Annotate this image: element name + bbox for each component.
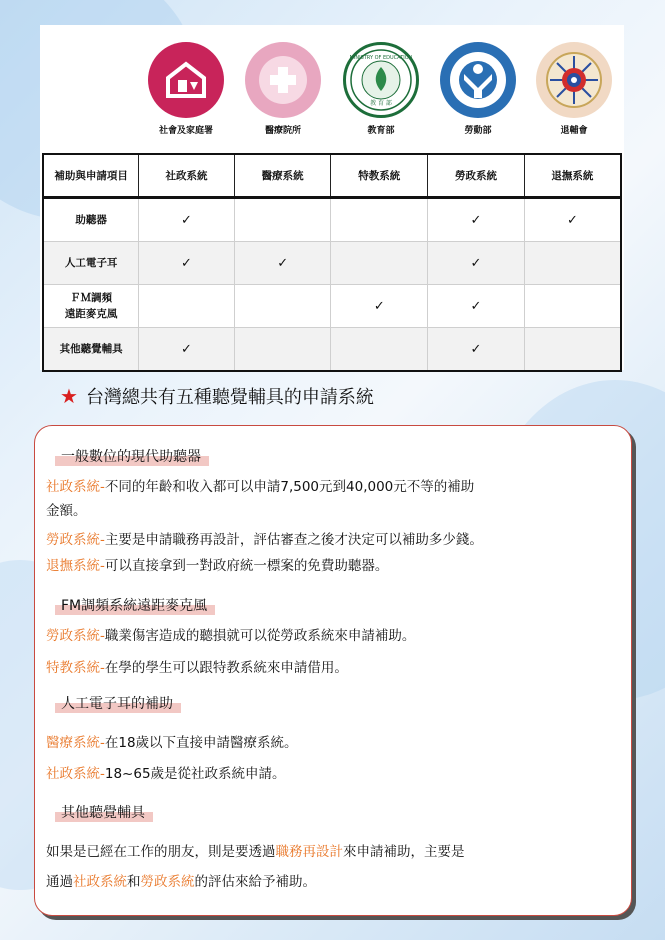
education-seal-icon — [343, 42, 419, 118]
check-cell — [331, 242, 428, 285]
section-heading: 一般數位的現代助聽器 — [55, 444, 209, 466]
subsidy-table — [42, 153, 622, 372]
star-icon: ★ — [60, 384, 78, 408]
line-text: 18~65歲是從社政系統申請。 — [104, 766, 286, 782]
agency-logos — [40, 25, 624, 153]
highlight-text: 勞政系統 — [140, 874, 195, 890]
text-line — [46, 733, 298, 753]
column-header: 醫療系統 — [234, 154, 331, 198]
text-line — [46, 626, 415, 646]
system-label: 特教系統- — [46, 660, 105, 676]
line-text: 通過 — [46, 874, 73, 890]
logo-hospital — [235, 42, 331, 136]
column-header: 退撫系統 — [524, 154, 621, 198]
table-row — [43, 198, 621, 242]
check-cell: ✓ — [428, 242, 525, 285]
table-row — [43, 285, 621, 328]
text-line — [46, 530, 483, 550]
check-cell — [331, 328, 428, 372]
svg-text:教 育 部: 教 育 部 — [370, 100, 392, 107]
labor-emblem-icon — [440, 42, 516, 118]
line-text: 在18歲以下直接申請醫療系統。 — [104, 735, 298, 751]
text-line — [46, 501, 87, 521]
check-cell: ✓ — [428, 198, 525, 242]
table-row — [43, 328, 621, 372]
highlight-text: 職務再設計 — [275, 844, 343, 860]
logo-caption: 退輔會 — [560, 126, 588, 136]
headline — [60, 383, 374, 409]
system-label: 醫療系統- — [46, 735, 105, 751]
system-label: 社政系統- — [46, 479, 105, 495]
check-cell: ✓ — [139, 198, 235, 242]
medical-cross-icon — [245, 42, 321, 118]
check-cell: ✓ — [234, 242, 331, 285]
check-cell: ✓ — [428, 328, 525, 372]
house-hand-icon — [148, 42, 224, 118]
line-text: 職業傷害造成的聽損就可以從勞政系統來申請補助。 — [104, 628, 416, 644]
line-text: 不同的年齡和收入都可以申請7,500元到40,000元不等的補助 — [104, 479, 475, 495]
column-header: 特教系統 — [331, 154, 428, 198]
row-label: 其他聽覺輔具 — [43, 328, 139, 372]
column-header: 補助與申請項目 — [43, 154, 139, 198]
system-label: 勞政系統- — [46, 628, 105, 644]
text-line — [46, 477, 474, 497]
text-line — [46, 658, 348, 678]
check-cell — [139, 285, 235, 328]
logo-labor — [430, 42, 526, 136]
text-line — [46, 764, 286, 784]
info-box — [34, 425, 632, 916]
check-cell — [234, 198, 331, 242]
text-line — [46, 842, 465, 862]
comparison-card — [40, 25, 624, 370]
table-row — [43, 242, 621, 285]
text-line — [46, 872, 316, 892]
veterans-emblem-icon — [536, 42, 612, 118]
line-text: 金額。 — [46, 503, 87, 519]
line-text: 主要是申請職務再設計，評估審查之後才決定可以補助多少錢。 — [104, 532, 483, 548]
table-header-row — [43, 154, 621, 198]
column-header: 勞政系統 — [428, 154, 525, 198]
section-heading: 人工電子耳的補助 — [55, 691, 181, 713]
line-text: 可以直接拿到一對政府統一標案的免費助聽器。 — [104, 558, 389, 574]
row-label: 助聽器 — [43, 198, 139, 242]
system-label: 社政系統- — [46, 766, 105, 782]
check-cell: ✓ — [524, 198, 621, 242]
system-label: 勞政系統- — [46, 532, 105, 548]
check-cell — [234, 328, 331, 372]
logo-education — [333, 42, 429, 136]
logo-caption: 社會及家庭署 — [158, 126, 213, 136]
logo-caption: 醫療院所 — [264, 126, 301, 136]
logo-social-family — [138, 42, 234, 136]
section-heading: FM調頻系統遠距麥克風 — [55, 593, 215, 615]
headline-text: 台灣總共有五種聽覺輔具的申請系統 — [85, 387, 374, 408]
line-text: 在學的學生可以跟特教系統來申請借用。 — [104, 660, 348, 676]
check-cell: ✓ — [428, 285, 525, 328]
text-line — [46, 556, 388, 576]
row-label: ＦＭ調頻 遠距麥克風 — [43, 285, 139, 328]
section-heading: 其他聽覺輔具 — [55, 800, 153, 822]
logo-caption: 勞動部 — [464, 126, 492, 136]
row-label: 人工電子耳 — [43, 242, 139, 285]
check-cell — [524, 242, 621, 285]
check-cell — [234, 285, 331, 328]
logo-veterans — [526, 42, 622, 136]
check-cell — [524, 328, 621, 372]
check-cell: ✓ — [139, 328, 235, 372]
svg-text:MINISTRY OF EDUCATION: MINISTRY OF EDUCATION — [349, 55, 413, 61]
line-text: 來申請補助，主要是 — [343, 844, 465, 860]
line-text: 和 — [127, 874, 141, 890]
system-label: 退撫系統- — [46, 558, 105, 574]
check-cell — [331, 198, 428, 242]
check-cell: ✓ — [139, 242, 235, 285]
line-text: 的評估來給予補助。 — [194, 874, 316, 890]
column-header: 社政系統 — [139, 154, 235, 198]
highlight-text: 社政系統 — [73, 874, 127, 890]
logo-caption: 教育部 — [367, 126, 395, 136]
line-text: 如果是已經在工作的朋友，則是要透過 — [46, 844, 276, 860]
check-cell — [524, 285, 621, 328]
check-cell: ✓ — [331, 285, 428, 328]
